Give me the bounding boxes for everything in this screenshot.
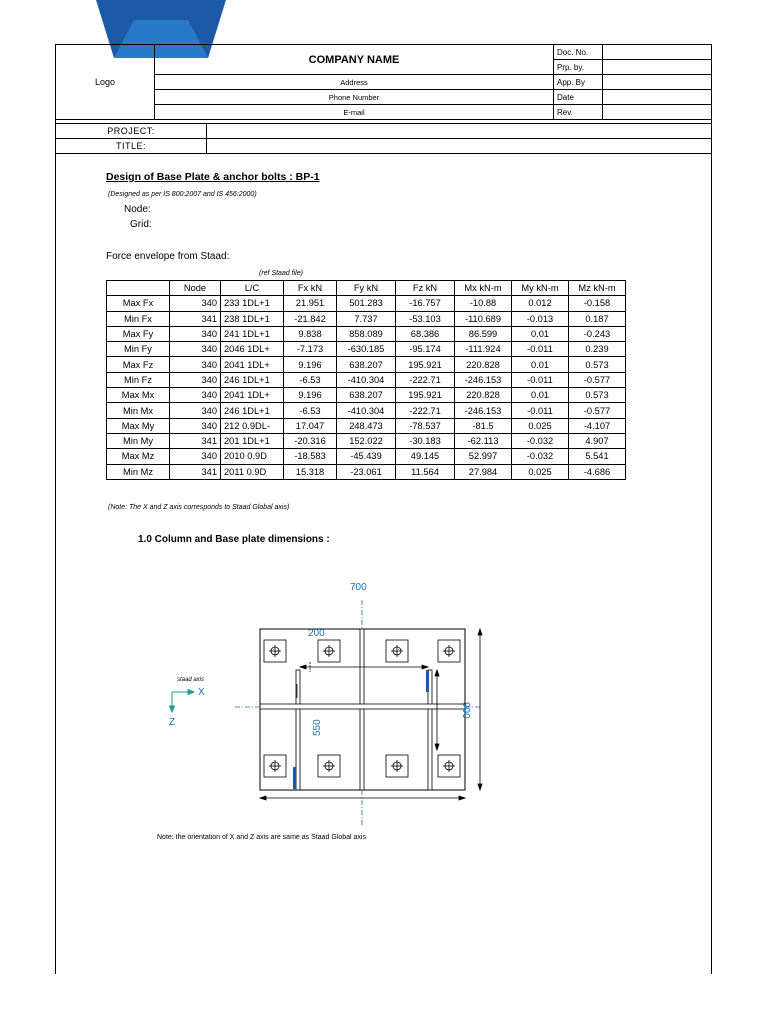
table-cell: 152.022 [337, 433, 396, 448]
table-cell: Max Mx [107, 388, 170, 403]
table-cell: 341 [170, 433, 221, 448]
table-row [107, 326, 626, 341]
table-row [107, 433, 626, 448]
table-cell: -246.153 [455, 372, 512, 387]
column-header: L/C [221, 281, 284, 296]
field-label: Rev. [554, 105, 603, 120]
logo-cell [56, 45, 155, 120]
table-cell: 68.386 [396, 326, 455, 341]
table-cell: -16.757 [396, 296, 455, 311]
axis-note: (Note: The X and Z axis corresponds to Staad Global axis) [108, 504, 290, 511]
column-header: Node [170, 281, 221, 296]
project-label: PROJECT: [56, 124, 207, 139]
table-cell: Min Mx [107, 403, 170, 418]
table-cell: 0.012 [512, 296, 569, 311]
table-cell: 201 1DL+1 [221, 433, 284, 448]
table-cell: 340 [170, 342, 221, 357]
anchor-bolt [318, 755, 340, 777]
table-cell: -110.689 [455, 311, 512, 326]
table-cell: -4.107 [569, 418, 626, 433]
table-cell: -0.011 [512, 403, 569, 418]
table-cell: 2011 0.9D [221, 464, 284, 479]
table-cell: 2010 0.9D [221, 449, 284, 464]
table-row [107, 372, 626, 387]
axis-z-label: Z [169, 717, 176, 728]
title-value [207, 139, 712, 154]
column-header: My kN-m [512, 281, 569, 296]
table-cell: Min My [107, 433, 170, 448]
table-cell: 0.01 [512, 357, 569, 372]
table-cell: Max Fy [107, 326, 170, 341]
table-cell: 11.564 [396, 464, 455, 479]
table-cell: -0.158 [569, 296, 626, 311]
table-row [107, 449, 626, 464]
table-cell: 233 1DL+1 [221, 296, 284, 311]
column-header: Fz kN [396, 281, 455, 296]
table-cell: Min Fy [107, 342, 170, 357]
field-label: Prp. by. [554, 60, 603, 75]
table-cell: -30.183 [396, 433, 455, 448]
table-cell: -0.013 [512, 311, 569, 326]
table-cell: -10.88 [455, 296, 512, 311]
column-header: Mx kN-m [455, 281, 512, 296]
table-cell: 341 [170, 464, 221, 479]
design-subtitle: (Designed as per IS 800:2007 and IS 456:2000) [108, 191, 257, 198]
table-cell: Min Fx [107, 311, 170, 326]
force-heading: Force envelope from Staad: [106, 251, 230, 262]
table-cell: -0.032 [512, 433, 569, 448]
table-cell: -62.113 [455, 433, 512, 448]
table-cell: 0.01 [512, 388, 569, 403]
table-cell: 340 [170, 357, 221, 372]
axis-caption: staad axis [177, 677, 205, 683]
table-cell: 86.599 [455, 326, 512, 341]
table-cell: 638.207 [337, 357, 396, 372]
table-cell: 27.984 [455, 464, 512, 479]
flange-mark [426, 670, 429, 692]
table-cell: -4.686 [569, 464, 626, 479]
table-cell: 49.145 [396, 449, 455, 464]
table-cell: -18.583 [284, 449, 337, 464]
field-value [603, 45, 712, 60]
table-cell: 195.921 [396, 357, 455, 372]
table-cell: 21.951 [284, 296, 337, 311]
table-cell: 340 [170, 296, 221, 311]
address: Address [155, 75, 554, 90]
stiffener-plate [260, 704, 465, 709]
node-label: Node: [124, 204, 151, 215]
table-cell: 220.828 [455, 388, 512, 403]
column-header: Fy kN [337, 281, 396, 296]
flange-mark [293, 767, 296, 789]
table-cell: 2041 1DL+ [221, 357, 284, 372]
table-cell: 246 1DL+1 [221, 372, 284, 387]
table-cell: -410.304 [337, 372, 396, 387]
field-value [603, 90, 712, 105]
table-cell: -21.842 [284, 311, 337, 326]
anchor-bolt [264, 640, 286, 662]
anchor-bolt [386, 755, 408, 777]
table-cell: 638.207 [337, 388, 396, 403]
table-cell: 220.828 [455, 357, 512, 372]
axis-indicator [170, 690, 195, 713]
section-heading: 1.0 Column and Base plate dimensions : [138, 534, 330, 545]
table-cell: -6.53 [284, 403, 337, 418]
logo-label: Logo [94, 77, 116, 87]
field-label: App. By [554, 75, 603, 90]
table-cell: 0.025 [512, 464, 569, 479]
table-cell: 241 1DL+1 [221, 326, 284, 341]
column-header [107, 281, 170, 296]
table-cell: 9.196 [284, 357, 337, 372]
table-cell: -20.316 [284, 433, 337, 448]
table-row [107, 311, 626, 326]
table-cell: -6.53 [284, 372, 337, 387]
table-cell: 501.283 [337, 296, 396, 311]
title-label: TITLE: [56, 139, 207, 154]
table-cell: 0.01 [512, 326, 569, 341]
axis-x-label: X [198, 687, 205, 698]
table-cell: -630.185 [337, 342, 396, 357]
column-header: Mz kN-m [569, 281, 626, 296]
field-value [603, 75, 712, 90]
table-row [107, 388, 626, 403]
table-cell: 9.838 [284, 326, 337, 341]
table-cell: -0.243 [569, 326, 626, 341]
company-name: COMPANY NAME [155, 45, 554, 75]
table-cell: -0.011 [512, 342, 569, 357]
dim-700-label: 700 [350, 582, 367, 593]
table-cell: -111.924 [455, 342, 512, 357]
table-cell: -7.173 [284, 342, 337, 357]
table-row [107, 403, 626, 418]
table-cell: 195.921 [396, 388, 455, 403]
table-row [107, 296, 626, 311]
grid-label: Grid: [130, 219, 152, 230]
table-cell: 248.473 [337, 418, 396, 433]
table-cell: -222.71 [396, 403, 455, 418]
force-envelope-table [106, 280, 626, 480]
table-cell: 17.047 [284, 418, 337, 433]
table-cell: -95.174 [396, 342, 455, 357]
table-cell: -78.537 [396, 418, 455, 433]
field-label: Date [554, 90, 603, 105]
header-block [55, 44, 712, 120]
table-row [107, 342, 626, 357]
page-border-right [711, 44, 712, 974]
table-cell: Max Mz [107, 449, 170, 464]
dim-200-label: 200 [308, 628, 325, 639]
table-row [107, 357, 626, 372]
ref-note: (ref Staad file) [259, 270, 303, 277]
page-border-left [55, 44, 56, 974]
email: E-mail [155, 105, 554, 120]
project-block [55, 123, 712, 154]
table-cell: -246.153 [455, 403, 512, 418]
table-cell: Max Fz [107, 357, 170, 372]
table-cell: Min Fz [107, 372, 170, 387]
anchor-bolt [264, 755, 286, 777]
project-value [207, 124, 712, 139]
table-cell: -0.032 [512, 449, 569, 464]
table-cell: -222.71 [396, 372, 455, 387]
table-cell: 340 [170, 403, 221, 418]
table-cell: 858.089 [337, 326, 396, 341]
table-cell: 9.196 [284, 388, 337, 403]
field-value [603, 60, 712, 75]
phone-number: Phone Number [155, 90, 554, 105]
table-cell: 5.541 [569, 449, 626, 464]
dim-right-label: 900 [460, 702, 471, 719]
table-cell: Max My [107, 418, 170, 433]
table-cell: 340 [170, 388, 221, 403]
design-title: Design of Base Plate & anchor bolts : BP-1 [106, 171, 320, 183]
table-cell: -45.439 [337, 449, 396, 464]
table-cell: 4.907 [569, 433, 626, 448]
field-label: Doc. No. [554, 45, 603, 60]
table-cell: 246 1DL+1 [221, 403, 284, 418]
table-cell: Max Fx [107, 296, 170, 311]
table-cell: 15.318 [284, 464, 337, 479]
table-cell: 340 [170, 449, 221, 464]
table-cell: 340 [170, 326, 221, 341]
field-value [603, 105, 712, 120]
table-cell: Min Mz [107, 464, 170, 479]
table-row [107, 464, 626, 479]
anchor-bolt [318, 640, 340, 662]
table-cell: -23.061 [337, 464, 396, 479]
dim-550-label: 550 [312, 719, 323, 736]
table-cell: -0.011 [512, 372, 569, 387]
table-cell: 238 1DL+1 [221, 311, 284, 326]
table-cell: 340 [170, 418, 221, 433]
column-header: Fx kN [284, 281, 337, 296]
anchor-bolt [438, 755, 460, 777]
table-row [107, 418, 626, 433]
table-cell: -53.103 [396, 311, 455, 326]
anchor-bolt [386, 640, 408, 662]
table-cell: 0.573 [569, 388, 626, 403]
table-cell: -0.577 [569, 372, 626, 387]
table-cell: -81.5 [455, 418, 512, 433]
table-cell: 341 [170, 311, 221, 326]
table-cell: -0.577 [569, 403, 626, 418]
table-cell: 2046 1DL+ [221, 342, 284, 357]
column-web [360, 629, 364, 790]
table-cell: 0.239 [569, 342, 626, 357]
table-cell: 212 0.9DL- [221, 418, 284, 433]
table-cell: 2041 1DL+ [221, 388, 284, 403]
drawing-note: Note: the orientation of X and Z axis are same as Staad Global axis [157, 834, 366, 841]
table-cell: 0.573 [569, 357, 626, 372]
anchor-bolt [438, 640, 460, 662]
table-cell: 7.737 [337, 311, 396, 326]
table-cell: -410.304 [337, 403, 396, 418]
table-cell: 0.187 [569, 311, 626, 326]
base-plate-drawing [150, 570, 500, 830]
table-cell: 52.997 [455, 449, 512, 464]
table-cell: 340 [170, 372, 221, 387]
table-cell: 0.025 [512, 418, 569, 433]
